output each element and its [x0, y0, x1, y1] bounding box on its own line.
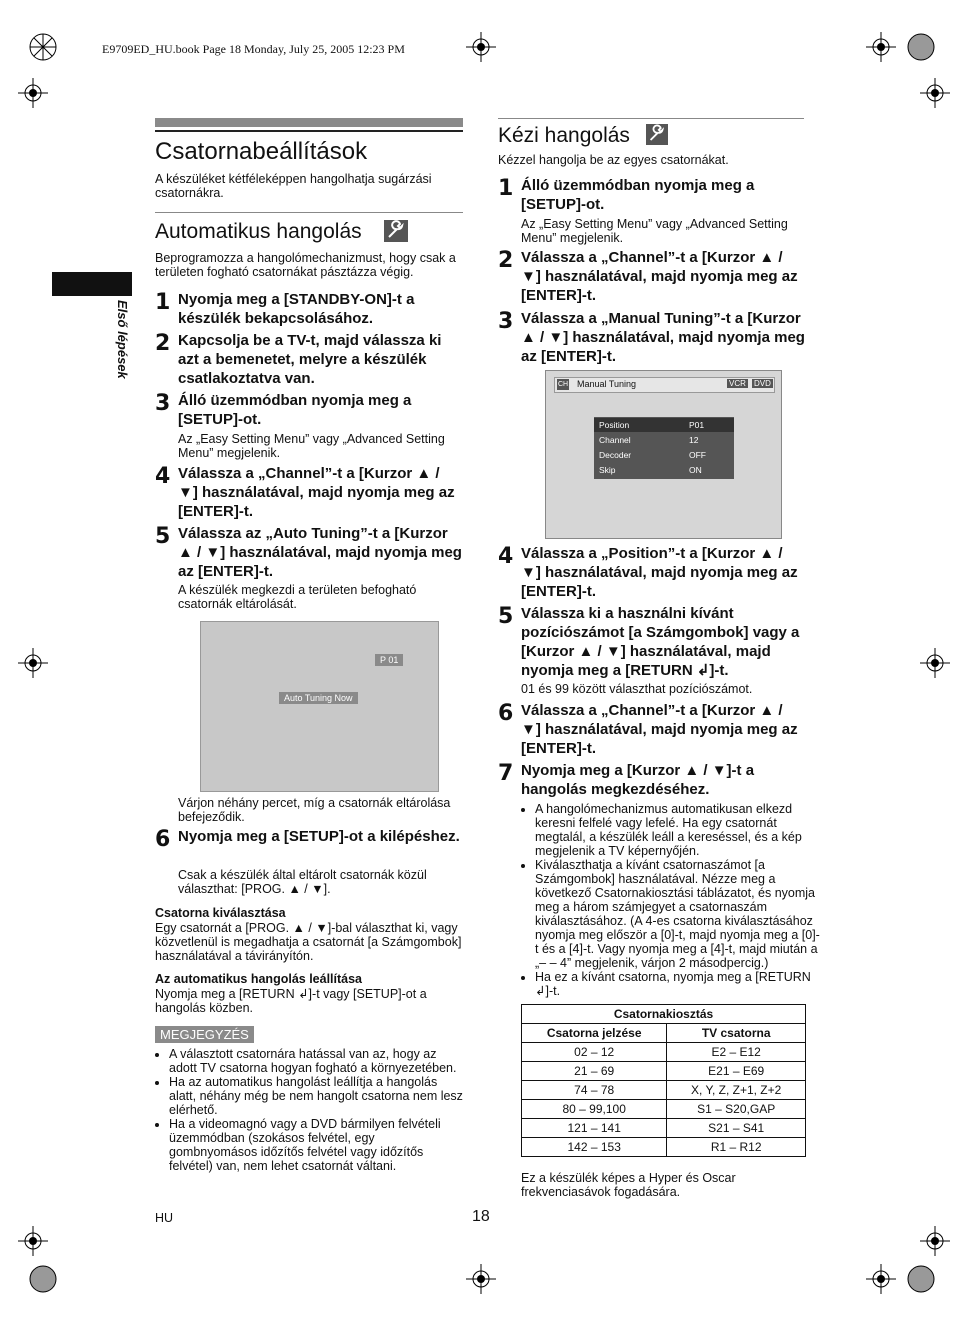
- manual-tuning-menu-screen: [545, 370, 782, 539]
- page-number: 18: [472, 1208, 490, 1225]
- crosshair-icon: [866, 32, 896, 62]
- menu-row-channel[interactable]: Channel 12: [599, 435, 699, 445]
- registration-mark-icon: [906, 1264, 936, 1294]
- crosshair-icon: [18, 648, 48, 678]
- title-rule: [155, 130, 463, 132]
- registration-mark-icon: [28, 1264, 58, 1294]
- footer-language: HU: [155, 1211, 174, 1225]
- bullet-item: • A hangolómechanizmus automatikusan elkezd keresni felfelé vagy lefelé. Ha egy csatornát megtalál, a készülék leáll a kereséssel, és a kép megjelenik a TV képernyőjén.: [535, 802, 820, 858]
- crosshair-icon: [18, 1226, 48, 1256]
- auto-tuning-intro: Beprogramozza a hangolómechanizmust, hogy csak a területen fogható csatornákat pásztázza végig.: [155, 251, 456, 279]
- page-title: Csatornabeállítások: [155, 138, 368, 165]
- note-item: • Ha a videomagnó vagy a DVD bármilyen felvételi üzemmódban (szokásos felvétel, egy gombnyomásos időzítős felvétel vagy időzítős felvétel) van, nem lehet csatornát váltani.: [169, 1117, 464, 1173]
- tuning-bullets: [521, 802, 820, 998]
- note-item: • Ha az automatikus hangolást leállítja a hangolás alatt, néhány még be nem hangolt csatorna nem lesz elérhető.: [169, 1075, 464, 1117]
- crosshair-icon: [920, 648, 950, 678]
- auto-tuning-status: Auto Tuning Now: [279, 692, 358, 704]
- channel-icon: CH: [557, 381, 569, 388]
- table-row: 80 – 99,100 S1 – S20,GAP: [522, 1100, 806, 1119]
- crosshair-icon: [18, 78, 48, 108]
- channel-position-label: P 01: [375, 654, 403, 666]
- wrench-icon: [384, 220, 408, 242]
- channel-allocation-table: [521, 1004, 806, 1157]
- step-3-note: Az „Easy Setting Menu” vagy „Advanced Setting Menu” megjelenik.: [178, 432, 445, 460]
- intro-text: A készüléket kétféleképpen hangolhatja sugárzási csatornákra.: [155, 172, 432, 200]
- section-side-label: Első lépések: [115, 300, 130, 379]
- manual-tuning-title: Kézi hangolás: [498, 124, 630, 147]
- wait-text: Várjon néhány percet, míg a csatornák eltárolása befejeződik.: [178, 796, 451, 824]
- registration-mark-icon: [906, 32, 936, 62]
- bullet-item: • Kiválaszthatja a kívánt csatornaszámot [a Számgombok] használatával. Nézze meg a következő Csatornakiosztási táblázatot, és nyomja meg a három számjegyet a csatornaszám kiválasztásához. (A 4-es csatorna kiválasztásához nyomja meg először a [0]-t, majd nyomja meg a [0]-t és a [4]-t. Vagy nyomja meg a [4]-t, majd miután a „– – 4” megjelenik, várjon 2 másodpercig.): [535, 858, 820, 970]
- step-5-note: 01 és 99 között választhat pozíciószámot.: [521, 682, 753, 696]
- menu-row-decoder[interactable]: Decoder OFF: [599, 450, 706, 460]
- notes-list: [155, 1047, 464, 1173]
- table-header: TV csatorna: [667, 1024, 806, 1043]
- table-row: 02 – 12 E2 – E12: [522, 1043, 806, 1062]
- menu-options: [594, 417, 734, 479]
- crosshair-icon: [920, 78, 950, 108]
- step-1-note: Az „Easy Setting Menu” vagy „Advanced Setting Menu” megjelenik.: [521, 217, 788, 245]
- book-header: E9709ED_HU.book Page 18 Monday, July 25, 2005 12:23 PM: [102, 42, 405, 56]
- menu-title-bar: [554, 377, 775, 393]
- step-6-note: Csak a készülék által eltárolt csatornák közül választhat: [PROG. ▲ / ▼].: [178, 868, 427, 896]
- vcr-tag: VCR: [729, 379, 746, 388]
- menu-row-skip[interactable]: Skip ON: [599, 465, 702, 475]
- channel-select-text: Egy csatornát a [PROG. ▲ / ▼]-bal választhat ki, vagy közvetlenül is megadhatja a csatornát [a Számgombok] használatával a távirányítón.: [155, 921, 462, 963]
- hyper-oscar-note: Ez a készülék képes a Hyper és Oscar frekvenciasávok fogadására.: [521, 1171, 736, 1199]
- channel-select-heading: Csatorna kiválasztása: [155, 906, 286, 920]
- crosshair-icon: [866, 1264, 896, 1294]
- title-bar: [155, 118, 463, 127]
- dvd-tag: DVD: [754, 379, 771, 388]
- section-rule: [155, 212, 463, 213]
- manual-tuning-intro: Kézzel hangolja be az egyes csatornákat.: [498, 153, 729, 167]
- stop-auto-heading: Az automatikus hangolás leállítása: [155, 972, 363, 986]
- table-row: 21 – 69 E21 – E69: [522, 1062, 806, 1081]
- section-tab-marker: [52, 272, 132, 296]
- table-row: 121 – 141 S21 – S41: [522, 1119, 806, 1138]
- menu-title: Manual Tuning: [577, 379, 637, 389]
- bullet-item: • Ha ez a kívánt csatorna, nyomja meg a [RETURN ↲]-t.: [535, 970, 820, 998]
- step-5-note: A készülék megkezdi a területen befogható csatornák eltárolását.: [178, 583, 417, 611]
- section-rule: [498, 118, 804, 119]
- crosshair-icon: [466, 1264, 496, 1294]
- table-row: 74 – 78 X, Y, Z, Z+1, Z+2: [522, 1081, 806, 1100]
- table-header: Csatorna jelzése: [522, 1024, 667, 1043]
- crosshair-icon: [920, 1226, 950, 1256]
- stop-auto-text: Nyomja meg a [RETURN ↲]-t vagy [SETUP]-ot a hangolás közben.: [155, 987, 427, 1015]
- note-item: • A választott csatornára hatással van az, hogy az adott TV csatorna hogyan fogható a környezetében.: [169, 1047, 464, 1075]
- note-heading: MEGJEGYZÉS: [155, 1026, 254, 1043]
- auto-tuning-title: Automatikus hangolás: [155, 220, 362, 243]
- registration-mark-icon: [28, 32, 58, 62]
- table-caption: Csatornakiosztás: [522, 1005, 806, 1024]
- auto-tuning-screen: [200, 621, 439, 792]
- wrench-icon: [646, 124, 668, 145]
- crosshair-icon: [466, 32, 496, 62]
- table-row: 142 – 153 R1 – R12: [522, 1138, 806, 1157]
- menu-row-position[interactable]: Position P01: [594, 418, 734, 432]
